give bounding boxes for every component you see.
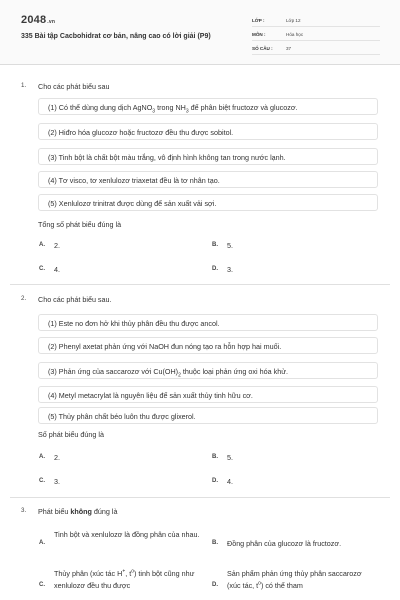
meta-subject-label: MÔN :: [252, 32, 266, 37]
meta-count-value: 37: [286, 46, 292, 51]
option-letter[interactable]: B.: [212, 540, 218, 546]
option-text[interactable]: 5.: [227, 241, 233, 250]
option-text[interactable]: 4.: [54, 265, 60, 274]
option-text[interactable]: 4.: [227, 477, 233, 486]
option-letter[interactable]: A.: [39, 242, 45, 248]
stem-text: Phát biểu: [38, 507, 71, 516]
option-letter[interactable]: A.: [39, 540, 45, 546]
option-letter[interactable]: D.: [212, 478, 218, 484]
meta-grade-value: Lớp 12: [286, 18, 301, 23]
meta-grade-row: [252, 16, 380, 27]
statement-text: (5) Xenlulozơ trinitrat được dùng để sản xuất vải sợi.: [48, 199, 217, 208]
option-letter[interactable]: C.: [39, 478, 45, 484]
option-text[interactable]: Sản phẩm phản ứng thủy phân saccarozơ (xúc tác, $t^o$) có thể tham: [227, 569, 362, 590]
statement-text: (3) Tinh bột là chất bột màu trắng, vô định hình không tan trong nước lạnh.: [48, 153, 286, 162]
meta-grade-label: LỚP :: [252, 18, 265, 23]
statement-text: (4) Metyl metacrylat là nguyên liệu để sản xuất thủy tinh hữu cơ.: [48, 391, 253, 400]
meta-count-row: [252, 44, 380, 55]
option-text[interactable]: Đồng phân của glucozơ là fructozơ.: [227, 539, 342, 548]
statement-item: [38, 194, 378, 211]
meta-count-label: SỐ CÂU :: [252, 46, 273, 51]
option-text[interactable]: 3.: [227, 265, 233, 274]
option-letter[interactable]: D.: [212, 266, 218, 272]
option-text[interactable]: 2.: [54, 241, 60, 250]
option-letter[interactable]: C.: [39, 582, 45, 588]
logo-text: 2048: [21, 14, 47, 26]
question-divider: [10, 497, 390, 498]
meta-subject-row: [252, 30, 380, 41]
option-letter[interactable]: B.: [212, 242, 218, 248]
meta-subject-value: Hóa học: [286, 32, 304, 37]
statement-text: (2) Phenyl axetat phản ứng với NaOH đun nóng tạo ra hỗn hợp hai muối.: [48, 342, 282, 351]
statement-text: (1) Este no đơn hở khi thủy phân đều thu được ancol.: [48, 319, 220, 328]
statement-item: [38, 407, 378, 424]
question-stem: [38, 507, 118, 516]
statement-item: [38, 314, 378, 331]
statement-item: [38, 98, 378, 115]
question-divider: [10, 284, 390, 285]
option-letter[interactable]: D.: [212, 582, 218, 588]
option-text[interactable]: 3.: [54, 477, 60, 486]
question-number: 3.: [21, 507, 27, 514]
statement-text: (4) Tơ visco, tơ xenlulozơ triaxetat đều là tơ nhân tạo.: [48, 176, 220, 185]
option-text[interactable]: 5.: [227, 453, 233, 462]
statement-text: (2) Hiđro hóa glucozơ hoặc fructozơ đều thu được sobitol.: [48, 128, 234, 137]
option-letter[interactable]: B.: [212, 454, 218, 460]
question-ask: Số phát biểu đúng là: [38, 430, 104, 439]
option-text[interactable]: Thủy phân (xúc tác H+, $t^o$) tinh bột cũng như xenlulozơ đều thu được: [54, 568, 195, 590]
option-letter[interactable]: A.: [39, 454, 45, 460]
statement-item: [38, 337, 378, 354]
statement-item: [38, 362, 378, 379]
statement-text: (3) Phản ứng của saccarozơ với $Cu(OH)_2$ thuộc loại phản ứng oxi hóa khử.: [48, 367, 288, 379]
site-logo[interactable]: [21, 14, 55, 26]
option-letter[interactable]: C.: [39, 266, 45, 272]
question-number: 1.: [21, 82, 27, 89]
stem-emphasis: không: [70, 507, 92, 516]
document-header: [0, 0, 400, 65]
statement-item: [38, 171, 378, 188]
question-ask: Tổng số phát biểu đúng là: [38, 220, 122, 229]
question-number: 2.: [21, 295, 27, 302]
statement-text: (5) Thủy phân chất béo luôn thu được glixerol.: [48, 412, 196, 421]
question-stem: Cho các phát biểu sau.: [38, 295, 112, 304]
stem-text: đúng là: [91, 507, 118, 516]
document-title: 335 Bài tập Cacbohidrat cơ bản, nâng cao có lời giải (P9): [21, 33, 211, 40]
statement-item: [38, 123, 378, 140]
logo-suffix: .vn: [47, 19, 56, 25]
option-text[interactable]: 2.: [54, 453, 60, 462]
question-stem: Cho các phát biểu sau: [38, 82, 110, 91]
option-text[interactable]: Tinh bột và xenlulozơ là đồng phân của nhau.: [54, 530, 200, 539]
statement-item: [38, 148, 378, 165]
statement-item: [38, 386, 378, 403]
statement-text: (1) Có thể dùng dung dịch AgNO$_3$ trong $NH_3$ để phân biệt fructozơ và glucozơ.: [48, 103, 298, 115]
